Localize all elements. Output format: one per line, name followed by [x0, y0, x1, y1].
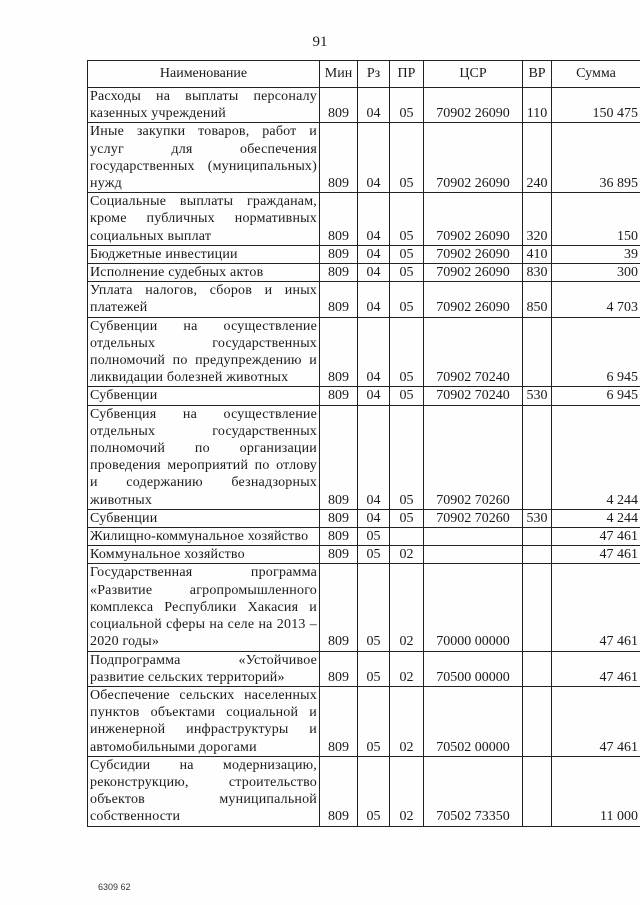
cell-min: 809 — [320, 245, 358, 263]
cell-name: Подпрограмма «Устойчивое развитие сельских территорий» — [88, 651, 320, 686]
cell-min: 809 — [320, 193, 358, 246]
cell-pr: 05 — [390, 387, 424, 405]
cell-csr: 70000 00000 — [424, 564, 523, 651]
cell-name: Государственная программа «Развитие агропромышленного комплекса Республики Хакасия и социальной сферы на селе на 2013 – 2020 годы» — [88, 564, 320, 651]
table-row — [88, 686, 640, 756]
cell-rz: 04 — [358, 264, 390, 282]
cell-min: 809 — [320, 88, 358, 123]
table-row — [88, 528, 640, 546]
cell-min: 809 — [320, 264, 358, 282]
table-row — [88, 245, 640, 263]
cell-pr: 02 — [390, 686, 424, 756]
cell-name: Расходы на выплаты персоналу казенных учреждений — [88, 88, 320, 123]
cell-vr — [523, 528, 552, 546]
cell-sum: 150 — [552, 193, 640, 246]
cell-name: Субвенция на осуществление отдельных государственных полномочий по организации проведения мероприятий по отлову и содержанию безнадзорных животных — [88, 405, 320, 509]
cell-csr: 70502 73350 — [424, 756, 523, 826]
cell-min: 809 — [320, 546, 358, 564]
table-row — [88, 405, 640, 509]
cell-csr: 70902 26090 — [424, 88, 523, 123]
cell-rz: 05 — [358, 756, 390, 826]
cell-rz: 04 — [358, 123, 390, 193]
cell-pr: 05 — [390, 245, 424, 263]
table-row — [88, 193, 640, 246]
table-header-row — [88, 61, 640, 88]
cell-rz: 04 — [358, 193, 390, 246]
cell-min: 809 — [320, 387, 358, 405]
cell-vr: 240 — [523, 123, 552, 193]
header-pr: ПР — [390, 61, 424, 88]
cell-rz: 05 — [358, 686, 390, 756]
cell-csr: 70502 00000 — [424, 686, 523, 756]
cell-pr: 05 — [390, 509, 424, 527]
cell-rz: 04 — [358, 387, 390, 405]
cell-csr: 70902 70240 — [424, 387, 523, 405]
cell-name: Обеспечение сельских населенных пунктов объектами социальной и инженерной инфраструктуры и автомобильными дорогами — [88, 686, 320, 756]
cell-name: Субвенции — [88, 387, 320, 405]
cell-name: Субвенции — [88, 509, 320, 527]
cell-pr: 02 — [390, 546, 424, 564]
header-vr: ВР — [523, 61, 552, 88]
cell-pr: 05 — [390, 405, 424, 509]
cell-vr — [523, 564, 552, 651]
cell-sum: 47 461 — [552, 546, 640, 564]
cell-vr: 850 — [523, 282, 552, 317]
cell-sum: 47 461 — [552, 651, 640, 686]
cell-sum: 47 461 — [552, 528, 640, 546]
cell-rz: 05 — [358, 651, 390, 686]
cell-name: Жилищно-коммунальное хозяйство — [88, 528, 320, 546]
cell-vr: 320 — [523, 193, 552, 246]
cell-csr: 70500 00000 — [424, 651, 523, 686]
cell-rz: 04 — [358, 282, 390, 317]
cell-vr — [523, 651, 552, 686]
cell-csr: 70902 70260 — [424, 509, 523, 527]
table-row — [88, 123, 640, 193]
cell-csr: 70902 26090 — [424, 245, 523, 263]
cell-rz: 05 — [358, 546, 390, 564]
cell-min: 809 — [320, 756, 358, 826]
cell-name: Социальные выплаты гражданам, кроме публичных нормативных социальных выплат — [88, 193, 320, 246]
cell-vr — [523, 546, 552, 564]
table-row — [88, 509, 640, 527]
cell-pr: 05 — [390, 88, 424, 123]
cell-name: Субвенции на осуществление отдельных государственных полномочий по предупреждению и ликвидации болезней животных — [88, 317, 320, 387]
page-number: 91 — [312, 34, 328, 50]
cell-csr: 70902 26090 — [424, 193, 523, 246]
cell-vr: 830 — [523, 264, 552, 282]
table-body — [88, 88, 640, 827]
cell-csr: 70902 70240 — [424, 317, 523, 387]
cell-vr: 530 — [523, 509, 552, 527]
cell-sum: 150 475 — [552, 88, 640, 123]
cell-csr — [424, 546, 523, 564]
cell-csr — [424, 528, 523, 546]
table-row — [88, 282, 640, 317]
cell-sum: 4 244 — [552, 405, 640, 509]
cell-min: 809 — [320, 651, 358, 686]
cell-csr: 70902 70260 — [424, 405, 523, 509]
cell-pr: 05 — [390, 123, 424, 193]
cell-sum: 6 945 — [552, 317, 640, 387]
cell-name: Субсидии на модернизацию, реконструкцию, строительство объектов муниципальной собственности — [88, 756, 320, 826]
table-row — [88, 264, 640, 282]
cell-rz: 04 — [358, 317, 390, 387]
cell-pr — [390, 528, 424, 546]
cell-vr: 530 — [523, 387, 552, 405]
cell-pr: 02 — [390, 651, 424, 686]
cell-pr: 05 — [390, 317, 424, 387]
cell-vr — [523, 317, 552, 387]
cell-rz: 04 — [358, 509, 390, 527]
table-row — [88, 651, 640, 686]
cell-name: Коммунальное хозяйство — [88, 546, 320, 564]
header-min: Мин — [320, 61, 358, 88]
cell-vr — [523, 686, 552, 756]
footer-code: 6309 62 — [98, 882, 131, 892]
cell-pr: 05 — [390, 264, 424, 282]
table-row — [88, 756, 640, 826]
cell-sum: 6 945 — [552, 387, 640, 405]
cell-pr: 05 — [390, 282, 424, 317]
cell-sum: 4 244 — [552, 509, 640, 527]
cell-rz: 04 — [358, 405, 390, 509]
header-sum: Сумма — [552, 61, 640, 88]
table-row — [88, 546, 640, 564]
budget-table — [87, 60, 640, 827]
cell-csr: 70902 26090 — [424, 123, 523, 193]
header-csr: ЦСР — [424, 61, 523, 88]
cell-rz: 05 — [358, 528, 390, 546]
cell-min: 809 — [320, 317, 358, 387]
cell-min: 809 — [320, 123, 358, 193]
cell-rz: 04 — [358, 88, 390, 123]
cell-pr: 02 — [390, 564, 424, 651]
cell-vr — [523, 405, 552, 509]
cell-csr: 70902 26090 — [424, 282, 523, 317]
cell-sum: 36 895 — [552, 123, 640, 193]
cell-sum: 47 461 — [552, 686, 640, 756]
cell-sum: 300 — [552, 264, 640, 282]
cell-sum: 47 461 — [552, 564, 640, 651]
cell-rz: 05 — [358, 564, 390, 651]
cell-rz: 04 — [358, 245, 390, 263]
cell-pr: 02 — [390, 756, 424, 826]
table-row — [88, 88, 640, 123]
cell-name: Исполнение судебных актов — [88, 264, 320, 282]
cell-name: Бюджетные инвестиции — [88, 245, 320, 263]
cell-csr: 70902 26090 — [424, 264, 523, 282]
cell-sum: 39 — [552, 245, 640, 263]
cell-min: 809 — [320, 282, 358, 317]
cell-pr: 05 — [390, 193, 424, 246]
cell-vr — [523, 756, 552, 826]
cell-vr: 410 — [523, 245, 552, 263]
header-rz: Рз — [358, 61, 390, 88]
cell-vr: 110 — [523, 88, 552, 123]
header-name: Наименование — [88, 61, 320, 88]
cell-name: Уплата налогов, сборов и иных платежей — [88, 282, 320, 317]
cell-sum: 11 000 — [552, 756, 640, 826]
cell-min: 809 — [320, 528, 358, 546]
cell-min: 809 — [320, 686, 358, 756]
table-row — [88, 387, 640, 405]
cell-min: 809 — [320, 509, 358, 527]
cell-sum: 4 703 — [552, 282, 640, 317]
table-row — [88, 564, 640, 651]
cell-min: 809 — [320, 405, 358, 509]
cell-name: Иные закупки товаров, работ и услуг для обеспечения государственных (муниципальных) нужд — [88, 123, 320, 193]
table-row — [88, 317, 640, 387]
cell-min: 809 — [320, 564, 358, 651]
